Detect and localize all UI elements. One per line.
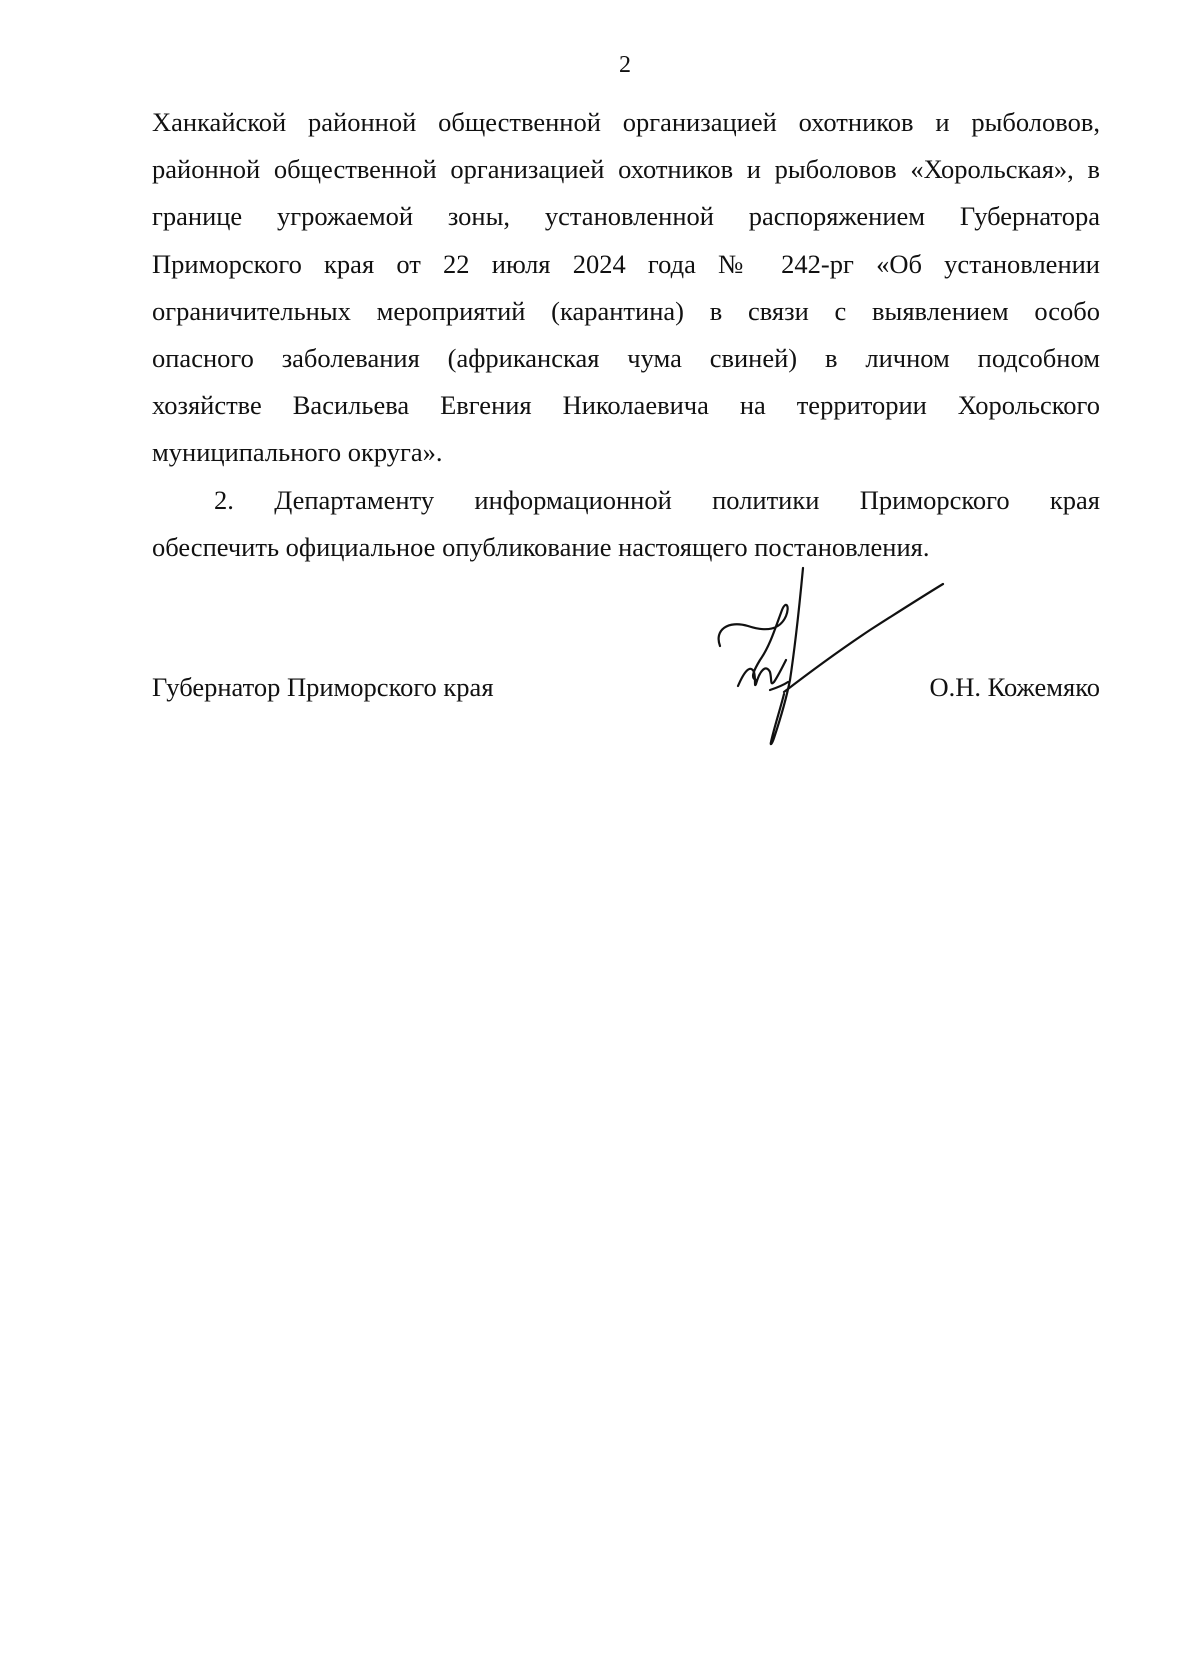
- paragraph-line: муниципального округа».: [152, 437, 443, 468]
- paragraph-line: обеспечить официальное опубликование настоящего постановления.: [152, 532, 930, 563]
- paragraph-line: хозяйстве Васильева Евгения Николаевича на территории Хорольского: [152, 390, 1100, 421]
- page-number: 2: [619, 52, 631, 78]
- signature-strokes: [719, 568, 943, 744]
- handwritten-signature: [700, 560, 950, 760]
- paragraph-line: Ханкайской районной общественной организацией охотников и рыболовов,: [152, 107, 1100, 137]
- paragraph-line: границе угрожаемой зоны, установленной распоряжением Губернатора: [152, 201, 1100, 232]
- paragraph-line: ограничительных мероприятий (карантина) в связи с выявлением особо: [152, 295, 1100, 326]
- paragraph-line: районной общественной организацией охотников и рыболовов «Хорольская», в: [152, 154, 1100, 185]
- paragraph-line: 2. Департаменту информационной политики Приморского края: [214, 485, 1100, 515]
- paragraph-2: [152, 477, 1100, 571]
- paragraph-line: опасного заболевания (африканская чума свиней) в личном подсобном: [152, 342, 1100, 373]
- paragraph-line: Приморского края от 22 июля 2024 года № 242-рг «Об установлении: [152, 248, 1100, 279]
- signatory-position: Губернатор Приморского края: [152, 672, 494, 702]
- signatory-name: О.Н. Кожемяко: [929, 672, 1100, 702]
- paragraph-1: [152, 99, 1100, 477]
